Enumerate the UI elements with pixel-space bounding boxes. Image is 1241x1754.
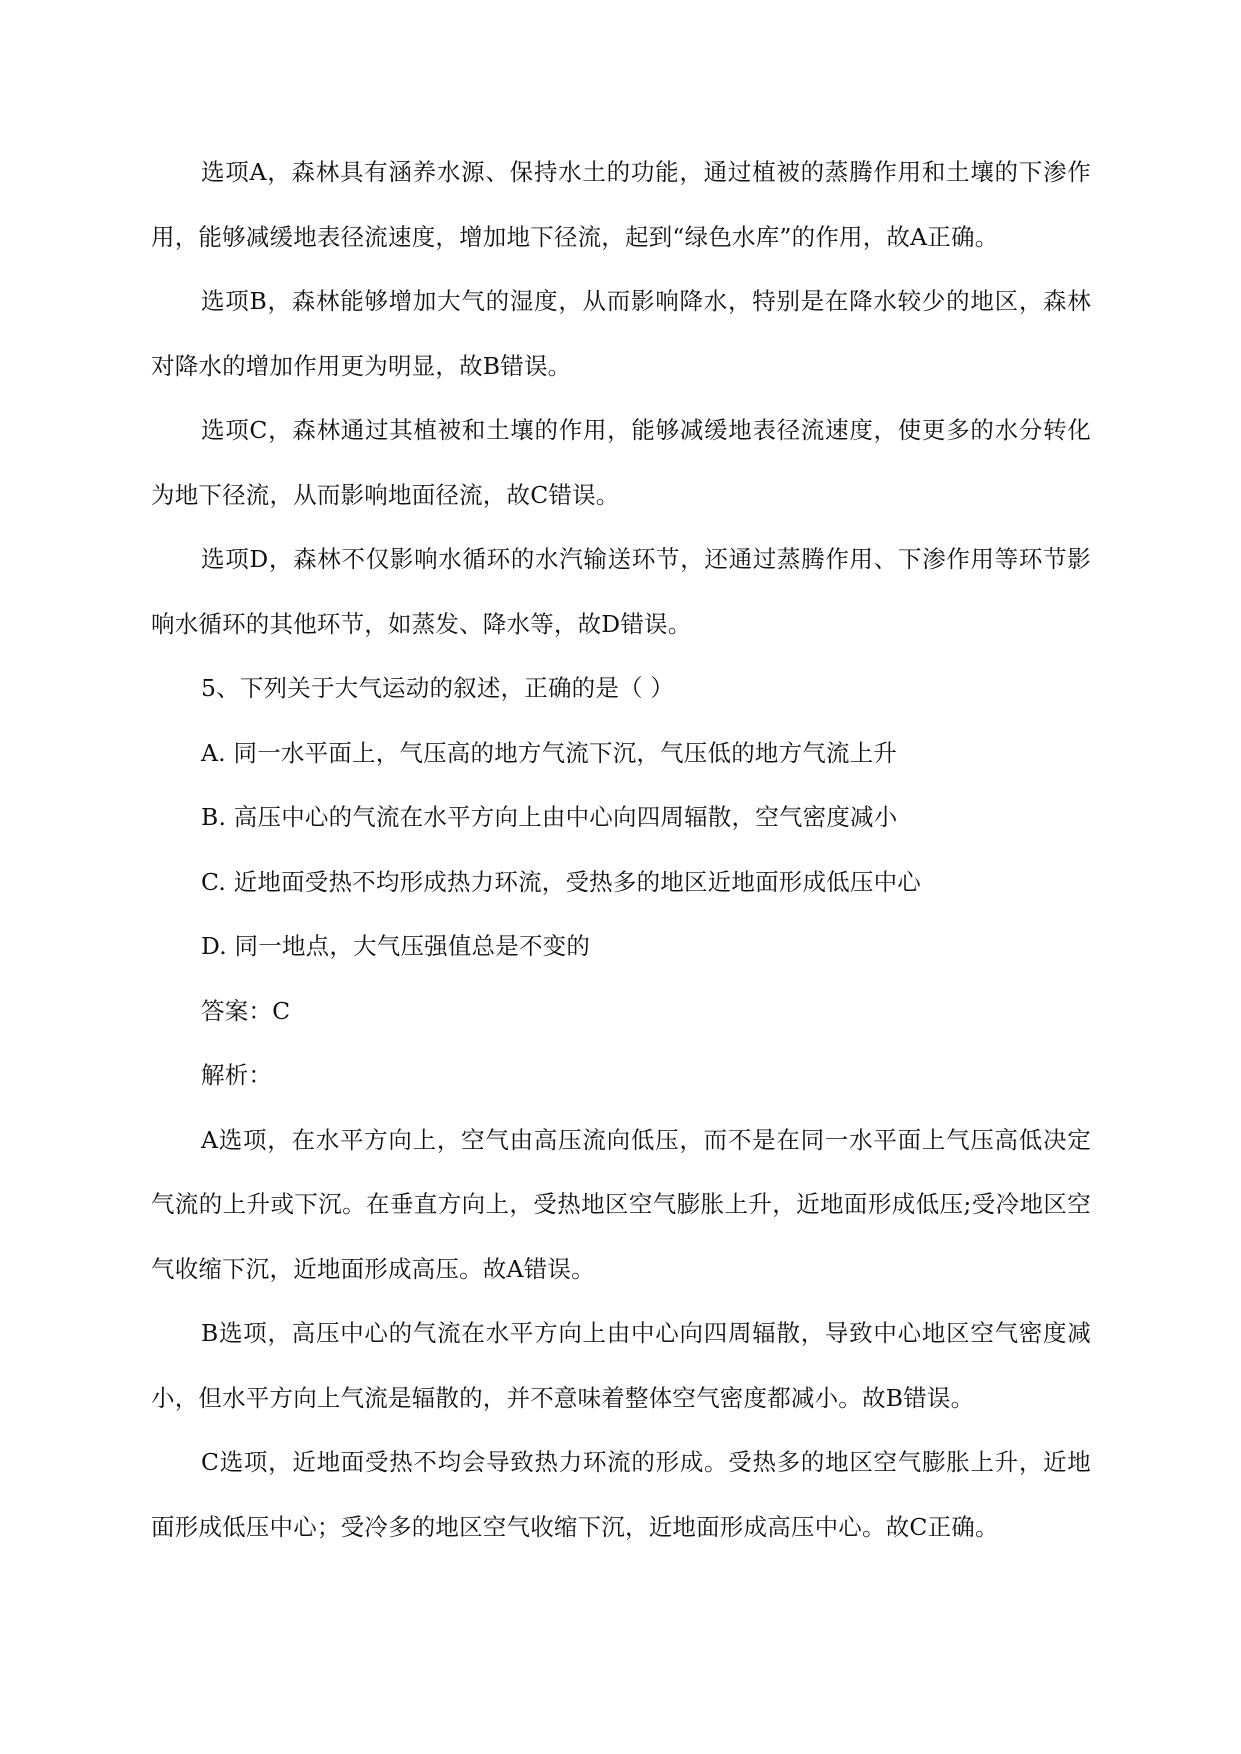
question-option-b: B. 高压中心的气流在水平方向上由中心向四周辐散，空气密度减小 bbox=[201, 803, 898, 831]
analysis-label: 解析： bbox=[201, 1061, 273, 1089]
analysis-option-a: A选项，在水平方向上，空气由高压流向低压，而不是在同一水平面上气压高低决定气流的上升或下沉。在垂直方向上，受热地区空气膨胀上升，近地面形成低压;受冷地区空气收缩下沉，近地面形成高压。故A错误。 bbox=[151, 1125, 1091, 1283]
analysis-option-b: B选项，高压中心的气流在水平方向上由中心向四周辐散，导致中心地区空气密度减小，但水平方向上气流是辐散的，并不意味着整体空气密度都减小。故B错误。 bbox=[151, 1319, 1091, 1412]
analysis-option-c: C选项，近地面受热不均会导致热力环流的形成。受热多的地区空气膨胀上升，近地面形成低压中心；受冷多的地区空气收缩下沉，近地面形成高压中心。故C正确。 bbox=[151, 1448, 1091, 1541]
paragraph-option-a-explanation: 选项A，森林具有涵养水源、保持水土的功能，通过植被的蒸腾作用和土壤的下渗作用，能够减缓地表径流速度，增加地下径流，起到“绿色水库”的作用，故A正确。 bbox=[151, 158, 1091, 251]
question-option-a: A. 同一水平面上，气压高的地方气流下沉，气压低的地方气流上升 bbox=[201, 738, 898, 767]
question-stem: 5、下列关于大气运动的叙述，正确的是（ ） bbox=[201, 674, 675, 702]
answer-line: 答案：C bbox=[201, 996, 291, 1025]
paragraph-option-b-explanation: 选项B，森林能够增加大气的湿度，从而影响降水，特别是在降水较少的地区，森林对降水的增加作用更为明显，故B错误。 bbox=[151, 287, 1091, 380]
paragraph-option-d-explanation: 选项D，森林不仅影响水循环的水汽输送环节，还通过蒸腾作用、下渗作用等环节影响水循环的其他环节，如蒸发、降水等，故D错误。 bbox=[151, 545, 1091, 638]
question-option-c: C. 近地面受热不均形成热力环流，受热多的地区近地面形成低压中心 bbox=[201, 867, 921, 896]
question-option-d: D. 同一地点，大气压强值总是不变的 bbox=[201, 932, 591, 960]
paragraph-option-c-explanation: 选项C，森林通过其植被和土壤的作用，能够减缓地表径流速度，使更多的水分转化为地下径流，从而影响地面径流，故C错误。 bbox=[151, 416, 1091, 509]
document-body bbox=[151, 140, 1091, 1559]
